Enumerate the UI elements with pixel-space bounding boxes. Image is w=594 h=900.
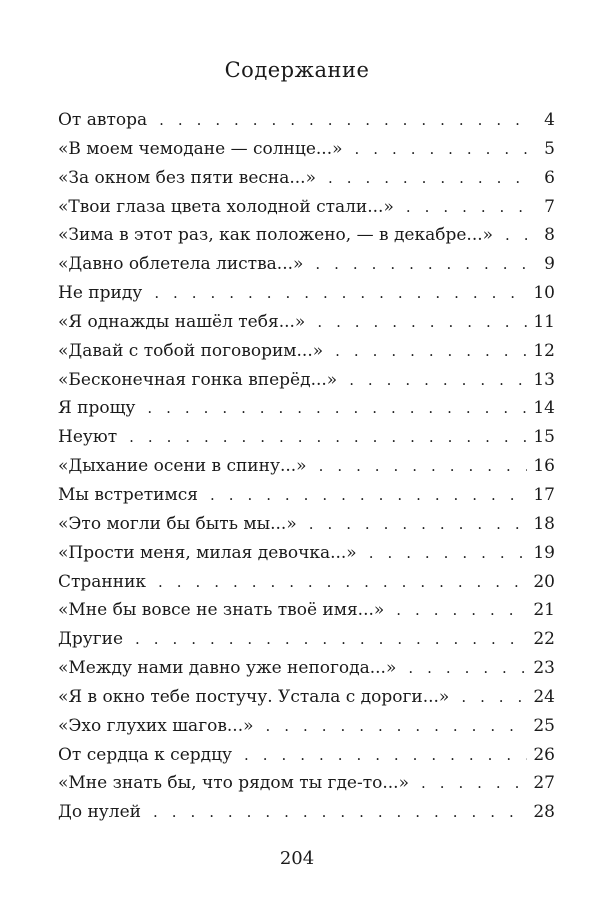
toc-entry-page-number: 21: [533, 600, 555, 621]
toc-entry-title: «Твои глаза цвета холодной стали...»: [58, 196, 394, 217]
toc-entry-title: «В моем чемодане — солнце...»: [58, 138, 343, 159]
toc-list: [58, 106, 555, 827]
toc-entry[interactable]: [58, 654, 555, 683]
toc-entry[interactable]: [58, 769, 555, 798]
toc-entry-leader-dots: [129, 423, 527, 452]
toc-entry[interactable]: [58, 683, 555, 712]
toc-entry[interactable]: [58, 596, 555, 625]
toc-entry-page-number: 22: [533, 629, 555, 650]
toc-entry-leader-dots: [406, 193, 527, 222]
toc-entry-title: До нулей: [58, 802, 141, 823]
toc-entry-page-number: 14: [533, 398, 555, 419]
toc-entry-leader-dots: [159, 106, 527, 135]
toc-entry-title: Странник: [58, 571, 147, 592]
toc-entry[interactable]: [58, 221, 555, 250]
toc-entry-page-number: 16: [533, 456, 555, 477]
toc-entry-leader-dots: [266, 712, 527, 741]
toc-entry[interactable]: [58, 308, 555, 337]
toc-entry-leader-dots: [135, 625, 527, 654]
toc-entry-title: Не приду: [58, 283, 143, 304]
toc-entry-leader-dots: [349, 366, 527, 395]
toc-entry-page-number: 24: [533, 686, 555, 707]
toc-entry-title: Я прощу: [58, 398, 136, 419]
toc-entry-title: «Прости меня, милая девочка...»: [58, 542, 357, 563]
toc-entry-title: «Между нами давно уже непогода...»: [58, 658, 397, 679]
toc-entry-leader-dots: [158, 568, 527, 597]
toc-entry-leader-dots: [396, 596, 527, 625]
toc-entry-title: Мы встретимся: [58, 484, 198, 505]
toc-entry-page-number: 6: [544, 167, 555, 188]
toc-entry-title: «Давно облетела листва...»: [58, 254, 304, 275]
toc-entry[interactable]: [58, 366, 555, 395]
toc-entry-page-number: 28: [533, 802, 555, 823]
toc-entry-page-number: 23: [533, 658, 555, 679]
toc-entry[interactable]: [58, 712, 555, 741]
toc-entry[interactable]: [58, 279, 555, 308]
toc-entry[interactable]: [58, 798, 555, 827]
toc-entry-title: «Мне бы вовсе не знать твоё имя...»: [58, 600, 385, 621]
toc-entry[interactable]: [58, 539, 555, 568]
toc-entry-page-number: 9: [544, 254, 555, 275]
toc-entry-leader-dots: [147, 394, 527, 423]
toc-entry-leader-dots: [328, 164, 527, 193]
toc-entry-title: «Дыхание осени в спину...»: [58, 456, 307, 477]
toc-entry[interactable]: [58, 568, 555, 597]
toc-entry-page-number: 8: [544, 225, 555, 246]
toc-entry-title: От автора: [58, 110, 148, 130]
toc-entry-leader-dots: [319, 452, 527, 481]
toc-entry-leader-dots: [369, 539, 527, 568]
toc-entry-title: «Зима в этот раз, как положено, — в декабре...»: [58, 225, 494, 246]
page-number: 204: [279, 848, 315, 869]
toc-entry-leader-dots: [244, 741, 527, 770]
toc-entry-title: От сердца к сердцу: [58, 744, 233, 765]
toc-entry-title: «Я однажды нашёл тебя...»: [58, 311, 306, 332]
toc-entry-title: Неуют: [58, 427, 118, 448]
toc-entry-leader-dots: [309, 510, 527, 539]
toc-entry[interactable]: [58, 164, 555, 193]
toc-entry-page-number: 13: [533, 369, 555, 390]
toc-entry-page-number: 11: [533, 311, 555, 332]
toc-entry[interactable]: [58, 135, 555, 164]
toc-entry-leader-dots: [461, 683, 527, 712]
toc-entry-leader-dots: [408, 654, 527, 683]
toc-entry-title: «За окном без пяти весна...»: [58, 167, 316, 188]
toc-entry-page-number: 10: [533, 283, 555, 304]
toc-entry-leader-dots: [210, 481, 527, 510]
toc-entry-page-number: 5: [544, 138, 555, 159]
toc-entry-page-number: 26: [533, 744, 555, 765]
toc-entry-page-number: 15: [533, 427, 555, 448]
toc-entry[interactable]: [58, 250, 555, 279]
toc-entry[interactable]: [58, 510, 555, 539]
toc-entry-page-number: 12: [533, 340, 555, 361]
toc-entry-page-number: 17: [533, 484, 555, 505]
toc-entry-leader-dots: [153, 798, 527, 827]
toc-entry-title: «Эхо глухих шагов...»: [58, 715, 254, 736]
toc-entry-leader-dots: [421, 769, 527, 798]
toc-entry-leader-dots: [505, 221, 527, 250]
toc-entry[interactable]: [58, 625, 555, 654]
toc-heading: Содержание: [224, 58, 370, 82]
toc-entry-leader-dots: [335, 337, 527, 366]
toc-entry-page-number: 18: [533, 513, 555, 534]
toc-entry-page-number: 19: [533, 542, 555, 563]
toc-entry-leader-dots: [154, 279, 527, 308]
toc-entry-page-number: 25: [533, 715, 555, 736]
toc-entry[interactable]: [58, 741, 555, 770]
toc-entry[interactable]: [58, 452, 555, 481]
toc-entry-leader-dots: [355, 135, 528, 164]
toc-entry-leader-dots: [317, 308, 527, 337]
toc-entry[interactable]: [58, 394, 555, 423]
toc-entry-page-number: 4: [544, 110, 555, 130]
toc-entry[interactable]: [58, 423, 555, 452]
toc-entry[interactable]: [58, 193, 555, 222]
toc-entry-title: «Бесконечная гонка вперёд...»: [58, 369, 338, 390]
toc-entry[interactable]: [58, 106, 555, 135]
toc-entry-leader-dots: [315, 250, 527, 279]
toc-entry-title: «Мне знать бы, что рядом ты где-то...»: [58, 773, 409, 794]
toc-entry-title: «Давай с тобой поговорим...»: [58, 340, 324, 361]
toc-entry-page-number: 27: [533, 773, 555, 794]
toc-entry-title: Другие: [58, 629, 124, 650]
toc-entry-title: «Я в окно тебе постучу. Устала с дороги...»: [58, 686, 450, 707]
toc-entry[interactable]: [58, 481, 555, 510]
toc-entry-title: «Это могли бы быть мы...»: [58, 513, 297, 534]
toc-entry-page-number: 20: [533, 571, 555, 592]
toc-entry[interactable]: [58, 337, 555, 366]
toc-entry-page-number: 7: [544, 196, 555, 217]
